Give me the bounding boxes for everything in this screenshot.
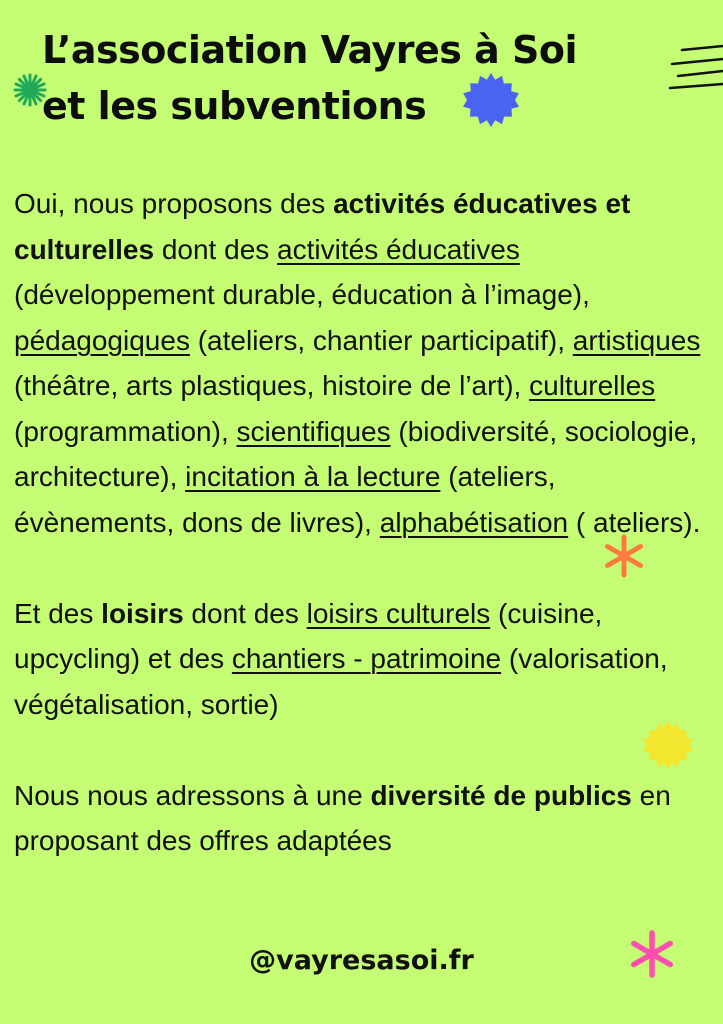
underlined-text: incitation à la lecture: [185, 461, 441, 492]
text-segment: dont des: [154, 233, 278, 265]
body-text: [14, 181, 714, 864]
paragraph-activities: [14, 181, 714, 545]
website-handle: @vayresasoi.fr: [249, 945, 474, 976]
underlined-text: chantiers - patrimoine: [231, 643, 502, 674]
text-segment: (programmation),: [14, 415, 237, 447]
text-segment: (développement durable, éducation à l’image),: [14, 279, 590, 310]
bold-text: activités éducatives et culturelles: [14, 188, 631, 265]
underlined-text: pédagogiques: [14, 324, 190, 356]
text-segment: (biodiversité, sociologie, architecture),: [14, 415, 698, 492]
green-burst-icon: [12, 72, 48, 108]
underlined-text: loisirs culturels: [306, 597, 491, 629]
orange-asterisk-icon: [601, 533, 647, 579]
underlined-text: artistiques: [572, 324, 701, 356]
underlined-text: scientifiques: [236, 415, 391, 447]
text-segment: Et des: [14, 597, 102, 629]
text-segment: dont des: [183, 597, 307, 629]
text-segment: Nous nous adressons à une: [14, 779, 371, 811]
text-segment: (ateliers, évènements, dons de livres),: [14, 461, 556, 538]
text-segment: (théâtre, arts plastiques, histoire de l’art),: [14, 370, 530, 401]
bold-text: diversité de publics: [370, 779, 632, 811]
text-segment: (ateliers, chantier participatif),: [189, 324, 573, 356]
title-line-2: et les subventions: [42, 84, 427, 128]
text-segment: Oui, nous proposons des: [14, 188, 334, 219]
bold-text: loisirs: [101, 597, 184, 629]
underlined-text: activités éducatives: [277, 233, 520, 265]
pink-asterisk-icon: [627, 929, 677, 979]
text-segment: (cuisine, upcycling) et des: [14, 597, 603, 674]
title-line-1: L’association Vayres à Soi: [42, 28, 577, 72]
yellow-badge-icon: [642, 720, 694, 772]
paragraph-leisure: [14, 591, 714, 728]
underlined-text: alphabétisation: [379, 506, 569, 538]
text-segment: en proposant des offres adaptées: [14, 779, 671, 856]
text-segment: (valorisation, végétalisation, sortie): [14, 643, 668, 720]
text-segment: ( ateliers).: [568, 506, 701, 538]
paragraph-publics: [14, 773, 714, 864]
blue-badge-icon: [462, 72, 520, 130]
speed-lines-icon: [668, 40, 723, 92]
underlined-text: culturelles: [529, 370, 656, 401]
